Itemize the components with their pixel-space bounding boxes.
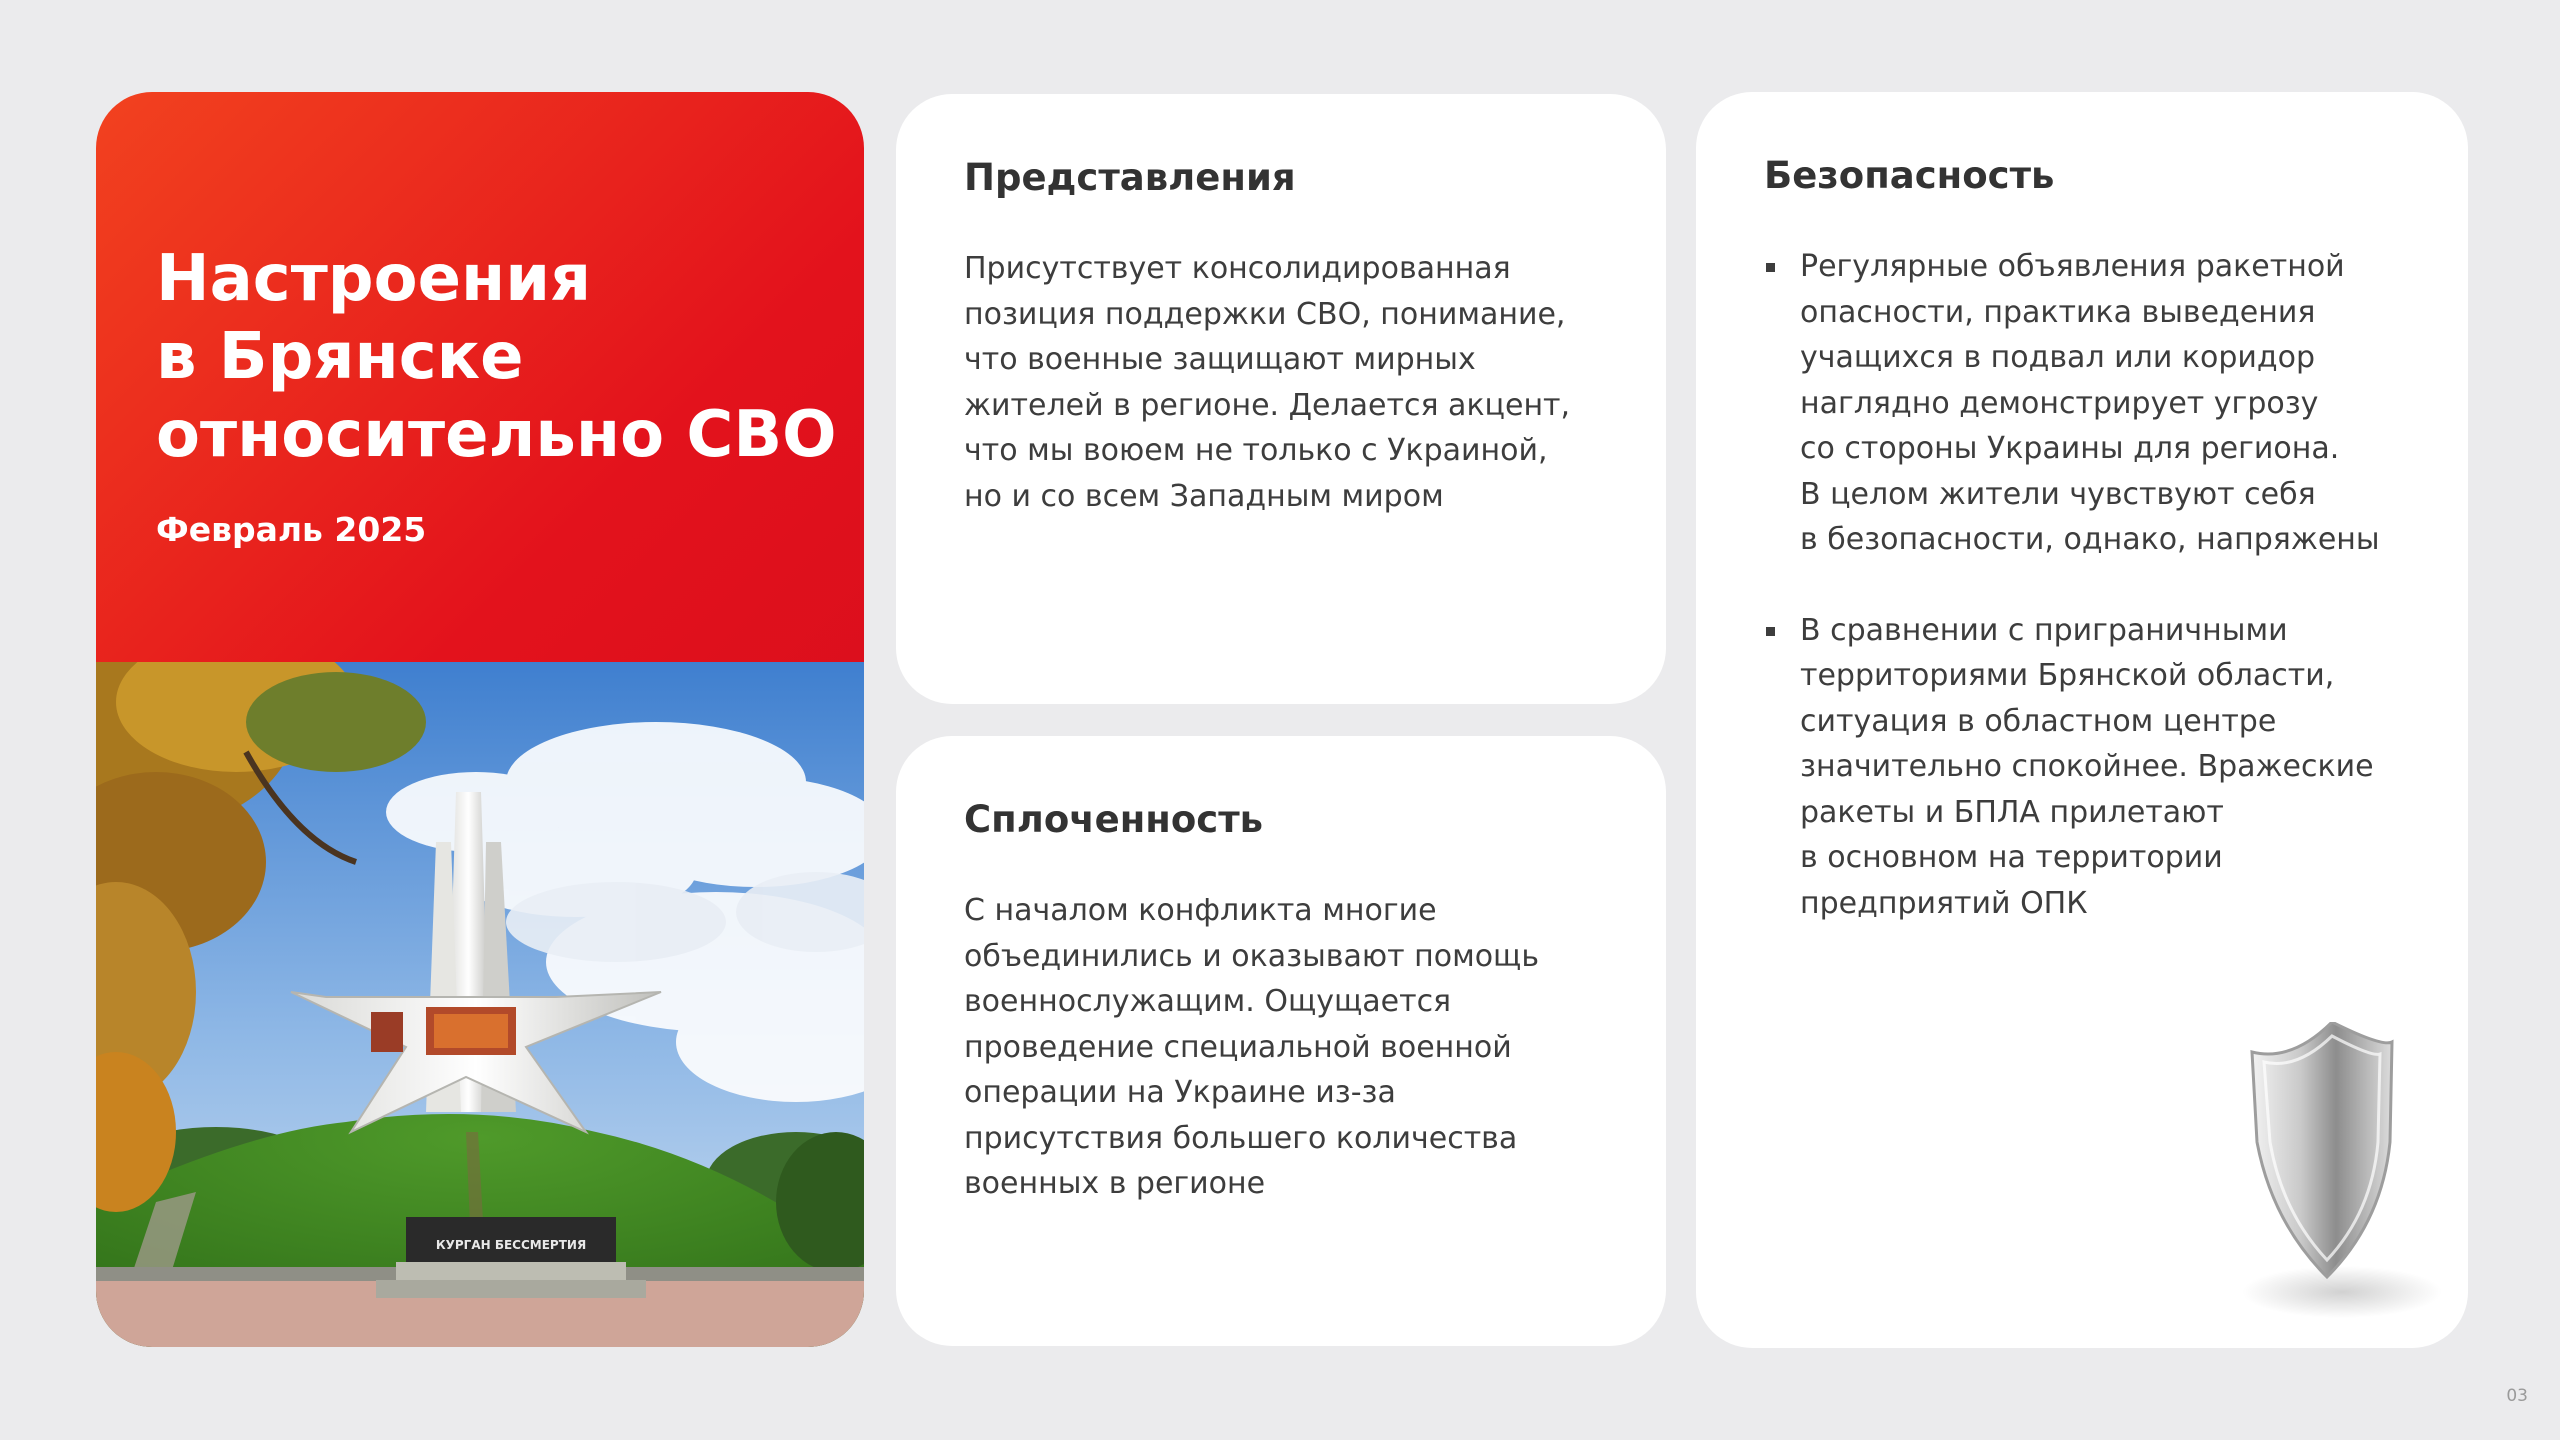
text-line: наглядно демонстрирует угрозу xyxy=(1800,385,2319,421)
text-line: в основном на территории xyxy=(1800,840,2223,875)
text-line: В сравнении с приграничными xyxy=(1800,612,2288,648)
photo-inscription: КУРГАН БЕССМЕРТИЯ xyxy=(435,1238,587,1252)
representations-card xyxy=(896,94,1666,704)
text-line: Регулярные объявления ракетной xyxy=(1800,249,2345,284)
shield-icon xyxy=(2232,1022,2452,1322)
text-line: предприятий ОПК xyxy=(1800,885,2088,921)
text-line: присутствия большего количества xyxy=(964,1120,1518,1156)
title-card xyxy=(96,92,864,1347)
memorial-photo xyxy=(96,662,864,1347)
text-line: опасности, практика выведения xyxy=(1800,294,2316,330)
slide-title-line: Настроения xyxy=(156,242,592,316)
slide-date: Февраль 2025 xyxy=(156,510,427,549)
representations-text xyxy=(964,246,1624,519)
text-line: жителей в регионе. Делается акцент, xyxy=(964,387,1571,423)
text-line: что мы воюем не только с Украиной, xyxy=(964,433,1548,468)
security-card xyxy=(1696,92,2468,1348)
slide-title-line: относительно СВО xyxy=(156,398,837,472)
text-line: территориями Брянской области, xyxy=(1800,658,2335,693)
text-line: военных в регионе xyxy=(964,1166,1266,1201)
text-line: С началом конфликта многие xyxy=(964,893,1437,928)
text-line: позиция поддержки СВО, понимание, xyxy=(964,296,1566,332)
text-line: но и со всем Западным миром xyxy=(964,478,1444,514)
text-line: значительно спокойнее. Вражеские xyxy=(1800,749,2374,784)
text-line: что военные защищают мирных xyxy=(964,342,1476,377)
security-bullet-list xyxy=(1764,244,2444,971)
cohesion-text xyxy=(964,888,1624,1207)
slide-title-line: в Брянске xyxy=(156,320,524,394)
text-line: ситуация в областном центре xyxy=(1800,703,2277,739)
security-heading: Безопасность xyxy=(1764,154,2055,197)
list-item xyxy=(1764,608,2444,927)
page-number: 03 xyxy=(2506,1386,2528,1406)
text-line: военнослужащим. Ощущается xyxy=(964,984,1452,1019)
text-line: со стороны Украины для региона. xyxy=(1800,431,2340,466)
representations-heading: Представления xyxy=(964,156,1296,199)
text-line: ракеты и БПЛА прилетают xyxy=(1800,794,2224,830)
list-item xyxy=(1764,244,2444,563)
text-line: В целом жители чувствуют себя xyxy=(1800,476,2316,512)
text-line: учащихся в подвал или коридор xyxy=(1800,340,2316,375)
text-line: операции на Украине из-за xyxy=(964,1075,1396,1110)
text-line: Присутствует консолидированная xyxy=(964,251,1511,286)
cohesion-card xyxy=(896,736,1666,1346)
cohesion-heading: Сплоченность xyxy=(964,798,1264,841)
bullet-square-icon xyxy=(1766,627,1775,636)
slide-title xyxy=(156,240,836,474)
text-line: в безопасности, однако, напряжены xyxy=(1800,522,2380,557)
text-line: объединились и оказывают помощь xyxy=(964,938,1539,974)
bullet-square-icon xyxy=(1766,263,1775,272)
text-line: проведение специальной военной xyxy=(964,1029,1512,1065)
